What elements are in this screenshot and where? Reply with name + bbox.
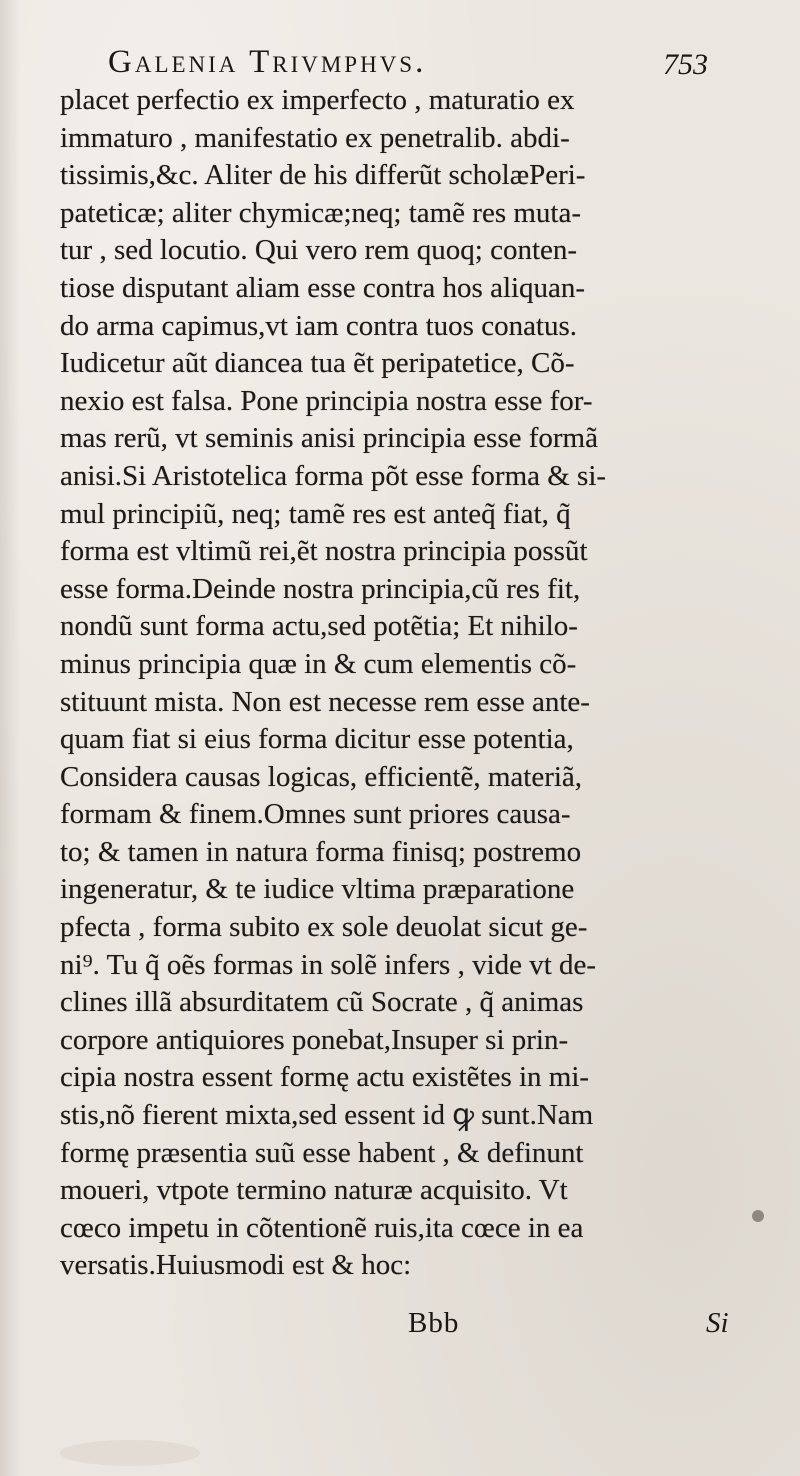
body-text — [60, 82, 780, 1285]
text-line: versatis.Huiusmodi est & hoc: — [60, 1249, 412, 1282]
text-line: ni⁹. Tu q̃ oẽs formas in solẽ infers , vide vt de- — [60, 948, 597, 981]
text-line: esse forma.Deinde nostra principia,cũ res fit, — [60, 572, 581, 605]
text-line: mul principiũ, neq; tamẽ res est anteq̃ fiat, q̃ — [60, 497, 571, 530]
text-line: nondũ sunt forma actu,sed potẽtia; Et nihilo- — [60, 610, 578, 643]
text-line: ingeneratur, & te iudice vltima præparatione — [60, 873, 575, 906]
text-line: quam fiat si eius forma dicitur esse potentia, — [60, 723, 574, 756]
text-line: clines illã absurditatem cũ Socrate , q̃ animas — [60, 986, 584, 1019]
text-line: Considera causas logicas, efficientẽ, materiã, — [60, 760, 583, 793]
text-line: moueri, vtpote termino naturæ acquisito. Vt — [60, 1174, 568, 1207]
text-line: pfecta , forma subito ex sole deuolat sicut ge- — [60, 911, 588, 944]
text-line: minus principia quæ in & cum elementis cõ- — [60, 647, 577, 680]
text-line: do arma capimus,vt iam contra tuos conatus. — [60, 309, 578, 342]
text-line: formę præsentia suũ esse habent , & definunt — [60, 1136, 584, 1169]
text-line: mas rerũ, vt seminis anisi principia esse formã — [60, 422, 598, 455]
text-line: nexio est falsa. Pone principia nostra esse for- — [60, 384, 593, 417]
signature-mark: Bbb — [408, 1307, 460, 1339]
text-line: cipia nostra essent formę actu existẽtes in mi- — [60, 1061, 590, 1094]
text-line: tur , sed locutio. Qui vero rem quoq; conten- — [60, 234, 578, 267]
text-line: forma est vltimũ rei,ẽt nostra principia possũt — [60, 535, 588, 568]
text-line: immaturo , manifestatio ex penetralib. abdi- — [60, 121, 570, 154]
paper-stain — [60, 1440, 200, 1466]
text-line: cœco impetu in cõtentionẽ ruis,ita cœce in ea — [60, 1211, 584, 1244]
text-line: anisi.Si Aristotelica forma põt esse forma & si- — [60, 459, 607, 492]
text-line: placet perfectio ex imperfecto , maturatio ex — [60, 84, 575, 116]
text-line: formam & finem.Omnes sunt priores causa- — [60, 798, 571, 831]
text-line: Iudicetur aũt diancea tua ẽt peripatetice, Cõ- — [60, 347, 575, 380]
text-line: corpore antiquiores ponebat,Insuper si prin- — [60, 1023, 569, 1056]
page-number: 753 — [663, 48, 708, 81]
catchword: Si — [706, 1307, 729, 1339]
text-line: to; & tamen in natura forma finisq; postremo — [60, 835, 582, 868]
text-line: stis,nõ fierent mixta,sed essent id ꝙ sunt.Nam — [60, 1099, 594, 1132]
running-title: Galenia Trivmphvs. — [108, 44, 427, 80]
gutter-shadow — [0, 0, 20, 1476]
text-line: pateticæ; aliter chymicæ;neq; tamẽ res muta- — [60, 196, 582, 229]
text-line: tiose disputant aliam esse contra hos aliquan- — [60, 271, 586, 304]
text-line: stituunt mista. Non est necesse rem esse ante- — [60, 685, 590, 718]
text-line: tissimis,&c. Aliter de his differũt scholæPeri- — [60, 159, 586, 192]
